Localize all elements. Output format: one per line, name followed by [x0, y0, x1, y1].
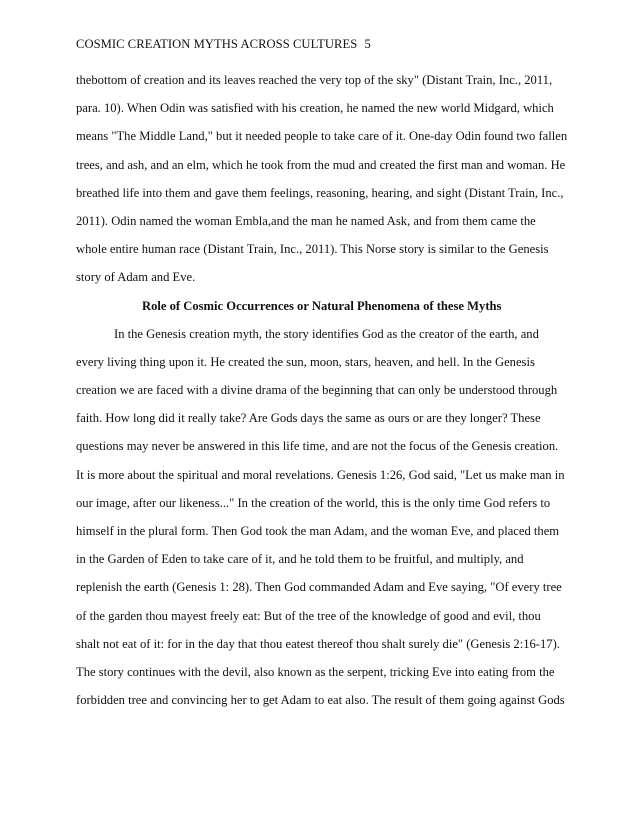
text-line: means "The Middle Land," but it needed people to take care of it. One-day Odin found two fallen — [76, 129, 568, 144]
text-line: para. 10). When Odin was satisfied with his creation, he named the new world Midgard, which — [76, 101, 554, 116]
text-line: story of Adam and Eve. — [76, 270, 196, 285]
text-line: replenish the earth (Genesis 1: 28). Then God commanded Adam and Eve saying, "Of every tree — [76, 580, 562, 595]
text-line: questions may never be answered in this life time, and are not the focus of the Genesis creation. — [76, 439, 559, 454]
text-line: forbidden tree and convincing her to get Adam to eat also. The result of them going against Gods — [76, 693, 565, 708]
running-head-title: COSMIC CREATION MYTHS ACROSS CULTURES — [76, 37, 358, 51]
text-line: our image, after our likeness..." In the creation of the world, this is the only time God refers to — [76, 495, 551, 510]
text-line: trees, and ash, and an elm, which he took from the mud and created the first man and woman. He — [76, 157, 566, 172]
running-head — [76, 37, 371, 52]
text-line: shalt not eat of it: for in the day that thou eatest thereof thou shalt surely die" (Genesis 2:16-17). — [76, 636, 560, 651]
page-number: 5 — [364, 37, 371, 51]
text-line: in the Garden of Eden to take care of it, and he told them to be fruitful, and multiply, and — [76, 552, 524, 567]
text-line: The story continues with the devil, also known as the serpent, tricking Eve into eating from the — [76, 664, 555, 679]
text-line: faith. How long did it really take? Are Gods days the same as ours or are they longer? These — [76, 411, 541, 426]
text-line: of the garden thou mayest freely eat: But of the tree of the knowledge of good and evil, thou — [76, 608, 541, 623]
paragraph-first-line: In the Genesis creation myth, the story identifies God as the creator of the earth, and — [114, 326, 539, 341]
text-line: thebottom of creation and its leaves reached the very top of the sky" (Distant Train, Inc., 2011, — [76, 73, 553, 87]
text-line: creation we are faced with a divine drama of the beginning that can only be understood through — [76, 383, 558, 398]
section-heading: Role of Cosmic Occurrences or Natural Phenomena of these Myths — [142, 298, 502, 313]
text-line: whole entire human race (Distant Train, Inc., 2011). This Norse story is similar to the Genesis — [76, 242, 549, 257]
text-line: every living thing upon it. He created the sun, moon, stars, heaven, and hell. In the Genesis — [76, 354, 535, 369]
text-line: 2011). Odin named the woman Embla,and the man he named Ask, and from them came the — [76, 213, 536, 228]
text-line: himself in the plural form. Then God took the man Adam, and the woman Eve, and placed them — [76, 524, 560, 538]
text-line: breathed life into them and gave them feelings, reasoning, hearing, and sight (Distant Train, Inc., — [76, 185, 564, 200]
text-line: It is more about the spiritual and moral revelations. Genesis 1:26, God said, "Let us make man in — [76, 467, 565, 482]
body-text — [76, 66, 566, 714]
